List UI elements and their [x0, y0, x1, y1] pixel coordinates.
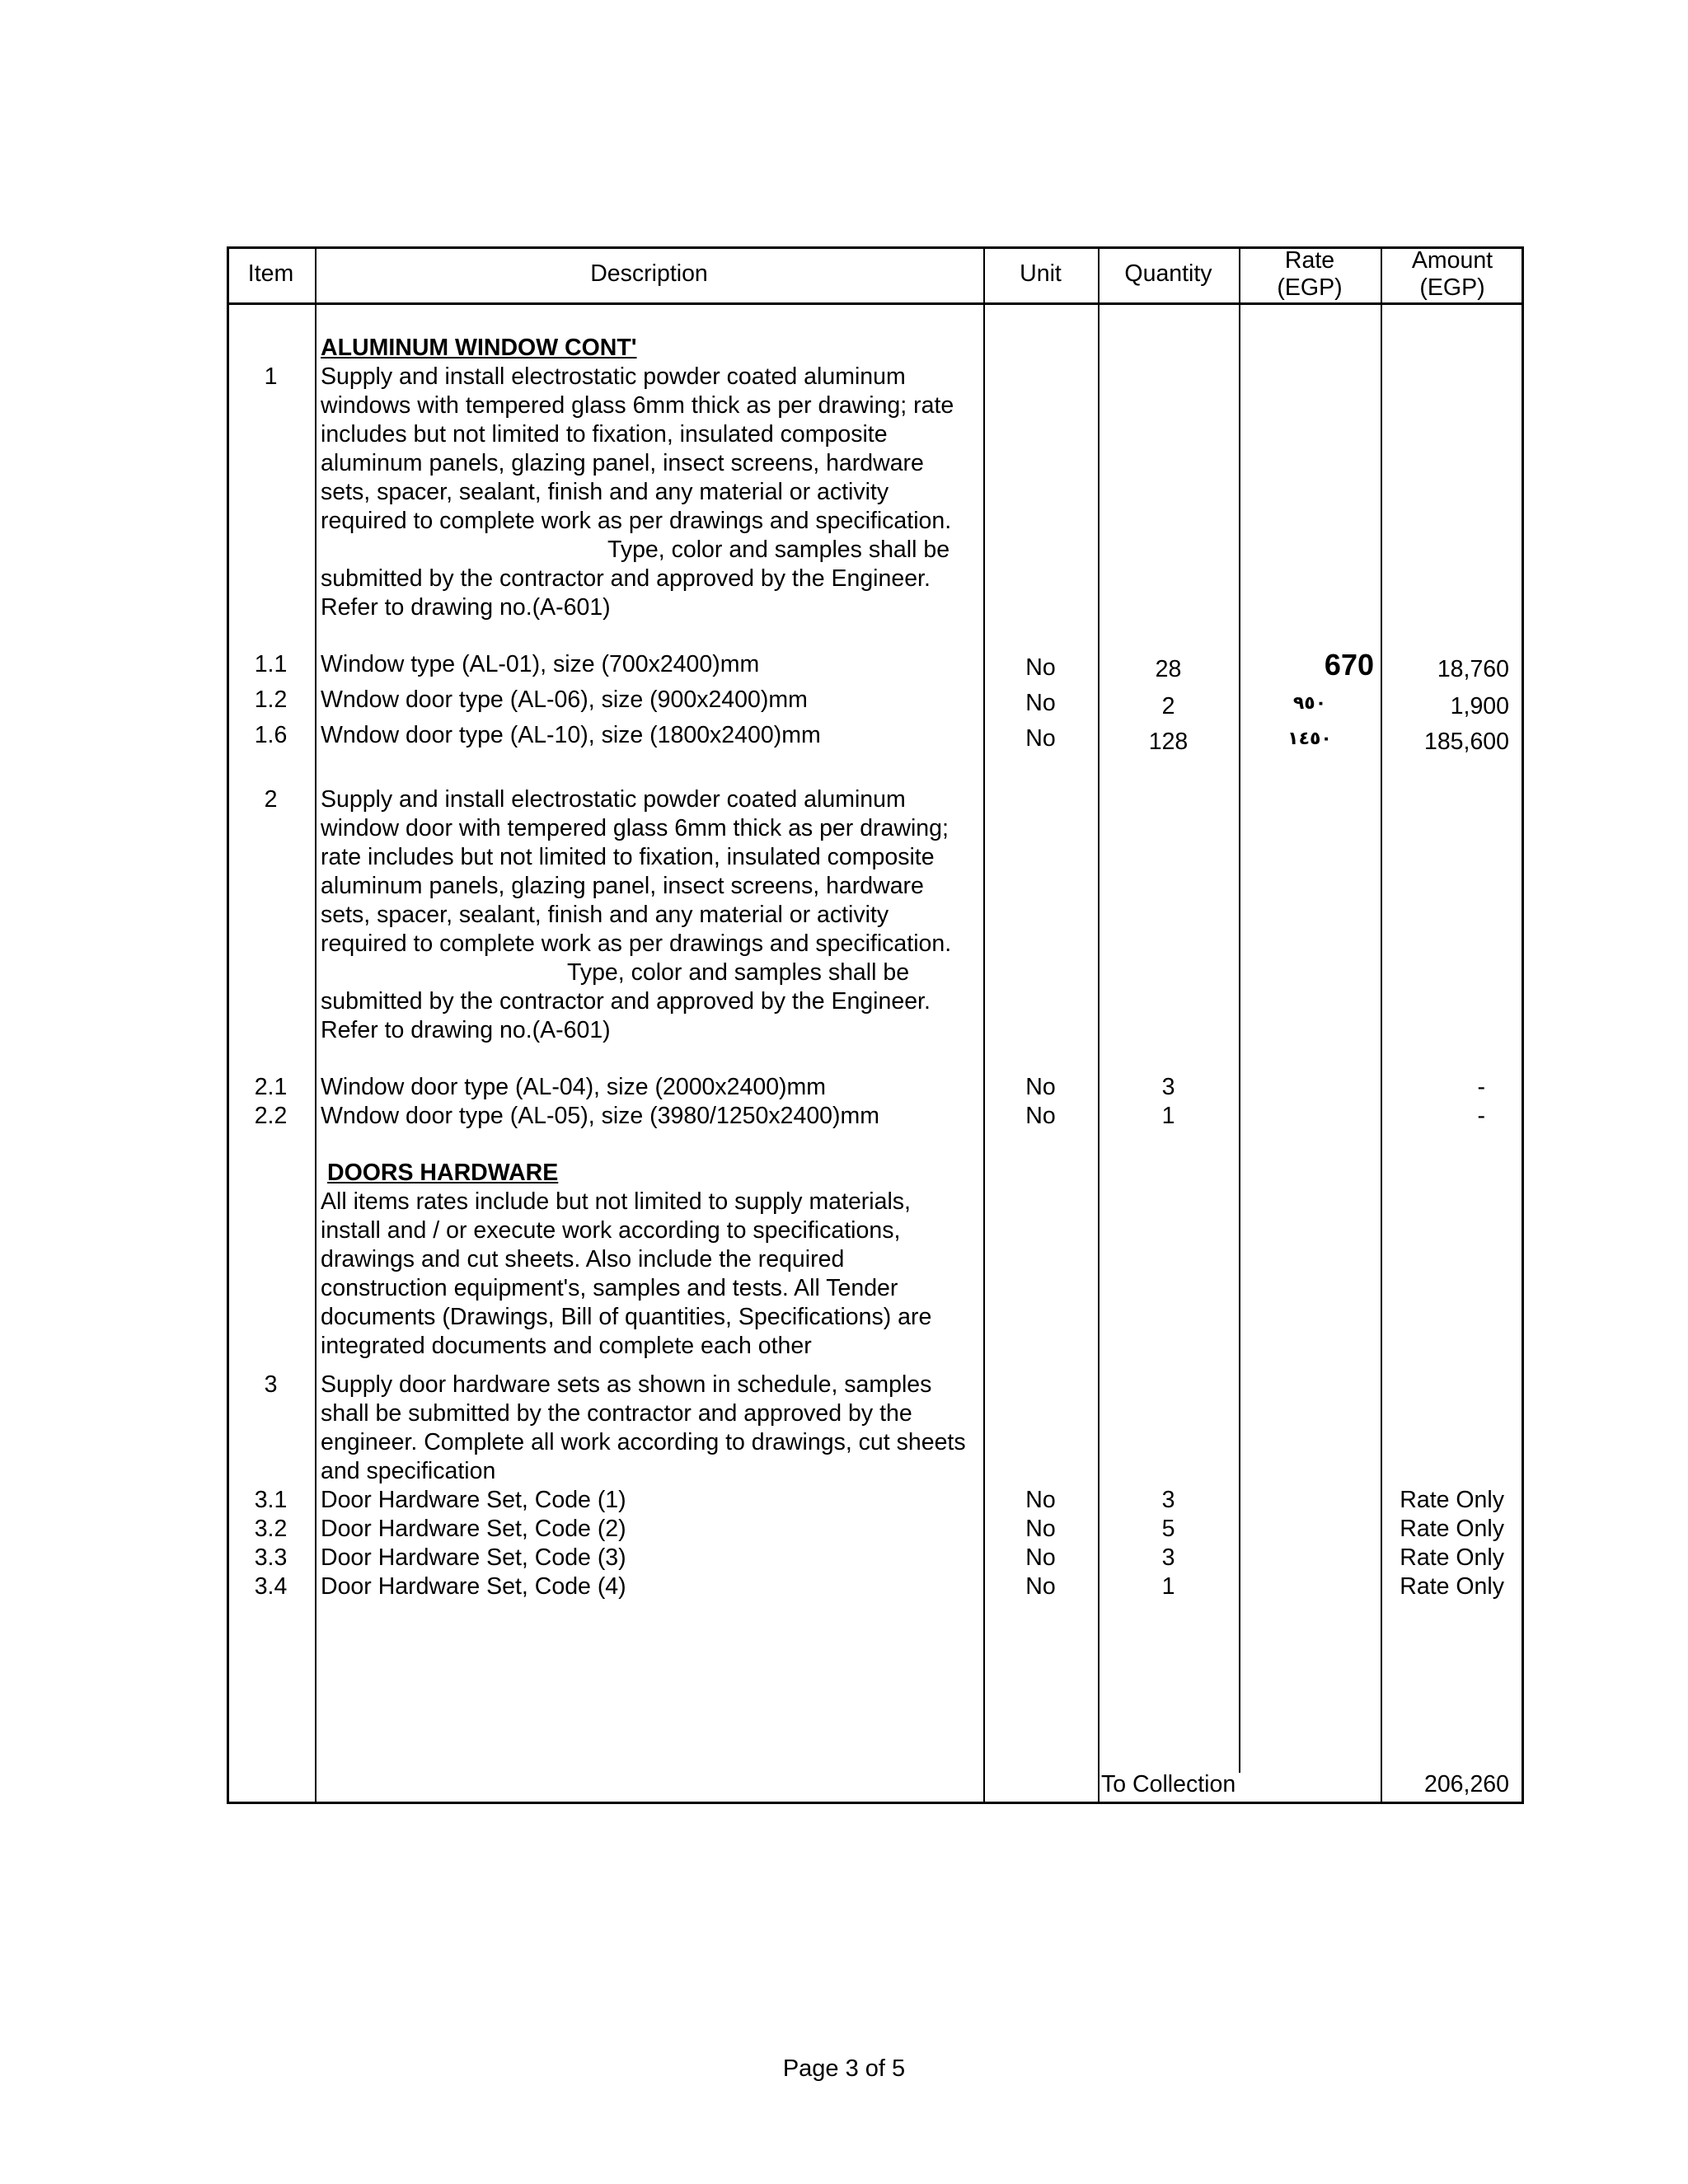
- page-number: Page 3 of 5: [782, 2055, 906, 2082]
- item-description-line: rate includes but not limited to fixation, insulated composite: [321, 844, 935, 870]
- item-description-line: Type, color and samples shall be: [607, 537, 950, 563]
- row-unit: No: [1025, 1103, 1056, 1129]
- row-unit: No: [1025, 1544, 1056, 1571]
- header-amount: Amount: [1411, 247, 1493, 274]
- row-item: 3.4: [254, 1573, 288, 1600]
- section-heading-aluminum: ALUMINUM WINDOW CONT': [321, 335, 637, 361]
- row-description: Wndow door type (AL-10), size (1800x2400)mm: [321, 722, 821, 748]
- item-description-line: Supply and install electrostatic powder coated aluminum: [321, 363, 906, 390]
- item-number: 3: [264, 1371, 278, 1398]
- row-unit: No: [1025, 1573, 1056, 1600]
- item-description-line: Supply door hardware sets as shown in schedule, samples: [321, 1371, 932, 1398]
- row-unit: No: [1025, 690, 1056, 716]
- row-quantity: 3: [1161, 1074, 1175, 1100]
- row-rate: ٩٥٠: [1292, 693, 1327, 714]
- row-amount: 185,600: [1423, 729, 1509, 755]
- row-description: Wndow door type (AL-05), size (3980/1250x2400)mm: [321, 1103, 880, 1129]
- row-unit: No: [1025, 1074, 1056, 1100]
- row-description: Door Hardware Set, Code (3): [321, 1544, 626, 1571]
- col-divider-quantity: [1239, 246, 1240, 1773]
- item-description-line: sets, spacer, sealant, finish and any material or activity: [321, 902, 889, 928]
- row-quantity: 28: [1155, 656, 1182, 682]
- header-amount-currency: (EGP): [1419, 274, 1485, 301]
- item-description-line: and specification: [321, 1458, 496, 1484]
- row-amount: Rate Only: [1400, 1544, 1504, 1571]
- row-unit: No: [1025, 1516, 1056, 1542]
- row-item: 2.2: [254, 1103, 288, 1129]
- header-rate: Rate: [1284, 247, 1335, 274]
- row-item: 1.1: [254, 651, 288, 677]
- row-item: 3.1: [254, 1487, 288, 1513]
- row-item: 3.3: [254, 1544, 288, 1571]
- header-unit: Unit: [1020, 260, 1062, 287]
- item-description-line: sets, spacer, sealant, finish and any material or activity: [321, 479, 889, 505]
- section-intro-line: construction equipment's, samples and tests. All Tender: [321, 1275, 898, 1301]
- row-amount: -: [1477, 1074, 1485, 1100]
- total-label: To Collection: [1101, 1771, 1236, 1797]
- item-description-line: submitted by the contractor and approved by the Engineer.: [321, 565, 931, 592]
- item-description-line: Supply and install electrostatic powder coated aluminum: [321, 786, 906, 813]
- row-unit: No: [1025, 654, 1056, 681]
- item-description-line: required to complete work as per drawings and specification.: [321, 508, 952, 534]
- row-item: 1.2: [254, 687, 288, 713]
- row-item: 3.2: [254, 1516, 288, 1542]
- row-description: Door Hardware Set, Code (2): [321, 1516, 626, 1542]
- row-description: Door Hardware Set, Code (4): [321, 1573, 626, 1600]
- row-amount: -: [1477, 1103, 1485, 1129]
- row-quantity: 1: [1161, 1103, 1175, 1129]
- section-intro-line: documents (Drawings, Bill of quantities, Specifications) are: [321, 1304, 932, 1330]
- row-quantity: 1: [1161, 1573, 1175, 1600]
- row-amount: Rate Only: [1400, 1487, 1504, 1513]
- item-description-line: shall be submitted by the contractor and approved by the: [321, 1400, 912, 1427]
- item-description-line: includes but not limited to fixation, insulated composite: [321, 421, 888, 448]
- row-unit: No: [1025, 1487, 1056, 1513]
- row-rate: ١٤٥٠: [1287, 729, 1332, 749]
- item-description-line: aluminum panels, glazing panel, insect screens, hardware: [321, 450, 924, 476]
- header-rate-currency: (EGP): [1277, 274, 1343, 301]
- item-description-line: required to complete work as per drawings and specification.: [321, 930, 952, 957]
- header-quantity: Quantity: [1124, 260, 1212, 287]
- row-quantity: 3: [1161, 1544, 1175, 1571]
- item-description-line: Type, color and samples shall be: [567, 959, 910, 986]
- row-description: Window type (AL-01), size (700x2400)mm: [321, 651, 760, 677]
- col-divider-item: [315, 246, 316, 1804]
- total-amount: 206,260: [1423, 1771, 1509, 1797]
- item-description-line: window door with tempered glass 6mm thick as per drawing;: [321, 815, 949, 841]
- section-intro-line: install and / or execute work according to specifications,: [321, 1217, 901, 1244]
- section-heading-hardware: DOORS HARDWARE: [327, 1160, 559, 1186]
- row-rate: 670: [1324, 648, 1374, 682]
- section-intro-line: All items rates include but not limited to supply materials,: [321, 1188, 911, 1215]
- row-quantity: 5: [1161, 1516, 1175, 1542]
- item-description-line: aluminum panels, glazing panel, insect screens, hardware: [321, 873, 924, 899]
- header-description: Description: [590, 260, 708, 287]
- row-item: 2.1: [254, 1074, 288, 1100]
- row-quantity: 3: [1161, 1487, 1175, 1513]
- section-intro-line: integrated documents and complete each other: [321, 1333, 812, 1359]
- item-description-line: Refer to drawing no.(A-601): [321, 1017, 611, 1043]
- row-description: Door Hardware Set, Code (1): [321, 1487, 626, 1513]
- item-description-line: engineer. Complete all work according to drawings, cut sheets: [321, 1429, 966, 1455]
- item-description-line: submitted by the contractor and approved by the Engineer.: [321, 988, 931, 1015]
- item-description-line: windows with tempered glass 6mm thick as per drawing; rate: [321, 392, 954, 419]
- row-quantity: 2: [1161, 693, 1175, 719]
- row-description: Wndow door type (AL-06), size (900x2400)mm: [321, 687, 808, 713]
- row-amount: Rate Only: [1400, 1573, 1504, 1600]
- row-amount: 18,760: [1437, 656, 1509, 682]
- item-number: 1: [264, 363, 278, 390]
- row-description: Window door type (AL-04), size (2000x2400)mm: [321, 1074, 827, 1100]
- row-unit: No: [1025, 725, 1056, 752]
- row-item: 1.6: [254, 722, 288, 748]
- row-quantity: 128: [1148, 729, 1189, 755]
- section-intro-line: drawings and cut sheets. Also include the required: [321, 1246, 845, 1272]
- row-amount: Rate Only: [1400, 1516, 1504, 1542]
- header-divider: [227, 302, 1524, 305]
- header-item: Item: [247, 260, 294, 287]
- item-number: 2: [264, 786, 278, 813]
- row-amount: 1,900: [1450, 693, 1509, 719]
- item-description-line: Refer to drawing no.(A-601): [321, 594, 611, 621]
